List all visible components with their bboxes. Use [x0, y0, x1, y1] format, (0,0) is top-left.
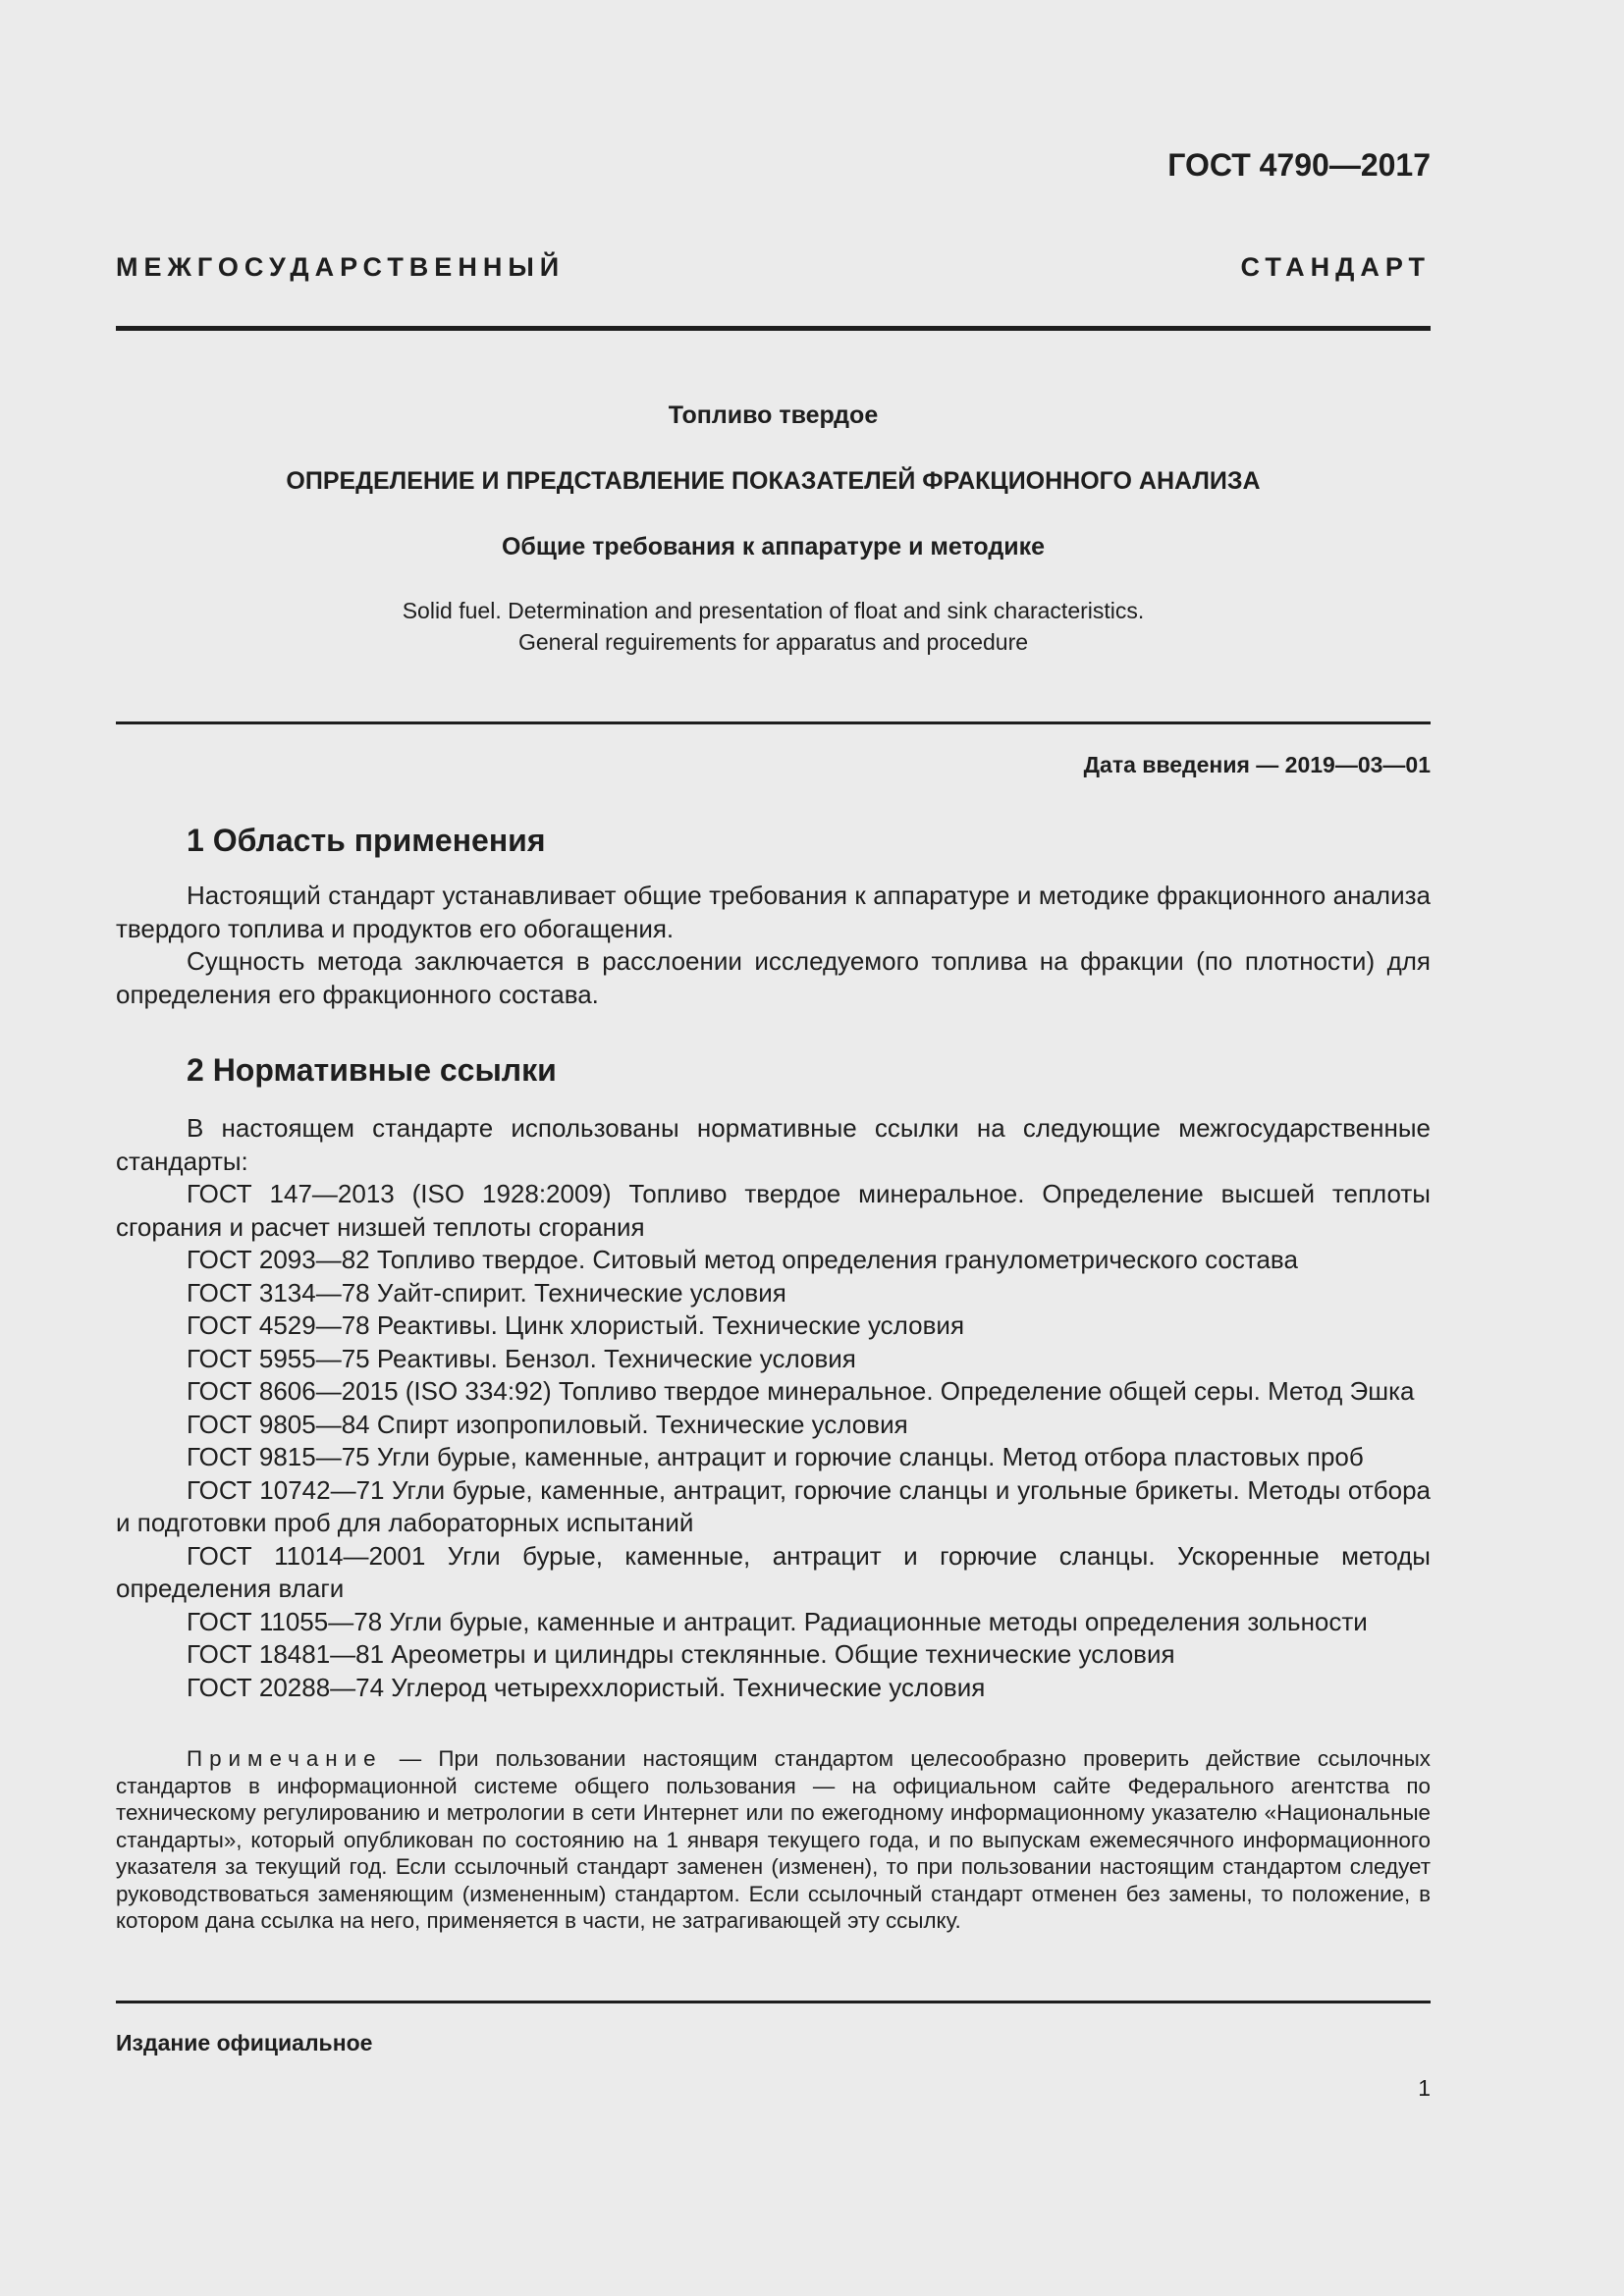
title-line-3: Общие требования к аппаратуре и методике [501, 533, 1046, 561]
reference-item: ГОСТ 9815—75 Угли бурые, каменные, антрацит и горючие сланцы. Метод отбора пластовых проб [187, 1442, 1364, 1471]
title-divider [116, 721, 1431, 724]
reference-item: ГОСТ 147—2013 (ISO 1928:2009) Топливо твердое минеральное. Определение высшей теплоты сгорания и расчет низшей теплоты сгорания [116, 1179, 1431, 1242]
reference-item: ГОСТ 11014—2001 Угли бурые, каменные, антрацит и горючие сланцы. Ускоренные методы определения влаги [116, 1540, 1431, 1603]
header-divider [116, 326, 1431, 331]
paragraph: Настоящий стандарт устанавливает общие требования к аппаратуре и методике фракционного анализа твердого топлива и продуктов его обогащения. [116, 881, 1431, 943]
note-text: — При пользовании настоящим стандартом целесообразно проверить действие ссылочных стандартов в информационной системе общего пользования — на официальном сайте Федерального агентства по техническому регулированию и метрологии в сети Интернет или по ежегодному информационному указателю «Национальные стандарты», который опубликован по состоянию на 1 января текущего года, и по выпускам ежемесячного информационного указателя за текущий год. Если ссылочный стандарт заменен (изменен), то при пользовании настоящим стандартом следует руководствоваться заменяющим (измененным) стандартом. Если ссылочный стандарт отменен без замены, то положение, в котором дана ссылка на него, применяется в части, не затрагивающей эту ссылку. [116, 1746, 1431, 1933]
section-2-body [116, 1112, 1431, 1704]
section-1-heading: 1 Область применения [187, 823, 546, 858]
reference-item: ГОСТ 18481—81 Ареометры и цилиндры стеклянные. Общие технические условия [187, 1639, 1175, 1669]
reference-item: ГОСТ 2093—82 Топливо твердое. Ситовый метод определения гранулометрического состава [187, 1245, 1298, 1274]
introduction-date: Дата введения — 2019—03—01 [1083, 752, 1431, 777]
reference-item: ГОСТ 4529—78 Реактивы. Цинк хлористый. Технические условия [187, 1310, 965, 1340]
document-code: ГОСТ 4790—2017 [1167, 147, 1431, 183]
footer-divider [116, 2001, 1431, 2003]
reference-item: ГОСТ 5955—75 Реактивы. Бензол. Технические условия [187, 1343, 856, 1373]
paragraph: В настоящем стандарте использованы нормативные ссылки на следующие межгосударственные стандарты: [116, 1113, 1431, 1176]
page-number: 1 [1418, 2075, 1431, 2101]
note-label: Примечание [187, 1746, 383, 1771]
reference-item: ГОСТ 10742—71 Угли бурые, каменные, антрацит, горючие сланцы и угольные брикеты. Методы отбора и подготовки проб для лабораторных испытаний [116, 1474, 1431, 1537]
reference-item: ГОСТ 9805—84 Спирт изопропиловый. Технические условия [187, 1409, 908, 1439]
reference-item: ГОСТ 20288—74 Углерод четыреххлористый. Технические условия [187, 1672, 986, 1702]
document-page [116, 0, 1431, 2296]
paragraph: Сущность метода заключается в расслоении исследуемого топлива на фракции (по плотности) для определения его фракционного состава. [116, 946, 1431, 1009]
reference-item: ГОСТ 3134—78 Уайт-спирит. Технические условия [187, 1277, 786, 1308]
section-1-body [116, 880, 1431, 1011]
section-2-heading: 2 Нормативные ссылки [187, 1052, 557, 1088]
reference-item: ГОСТ 8606—2015 (ISO 334:92) Топливо твердое минеральное. Определение общей серы. Метод Эшка [187, 1376, 1415, 1406]
standard-type-banner: МЕЖГОСУДАРСТВЕННЫЙ СТАНДАРТ [116, 252, 1431, 282]
title-line-1: Топливо твердое [668, 401, 879, 429]
title-line-2: ОПРЕДЕЛЕНИЕ И ПРЕДСТАВЛЕНИЕ ПОКАЗАТЕЛЕЙ ФРАКЦИОННОГО АНАЛИЗА [286, 467, 1261, 495]
english-title-line-1: Solid fuel. Determination and presentation of float and sink characteristics. [402, 598, 1145, 623]
official-edition-label: Издание официальное [116, 2030, 373, 2056]
english-title-line-2: General reguirements for apparatus and procedure [517, 629, 1029, 655]
note [116, 1745, 1431, 1935]
english-title [116, 595, 1431, 658]
reference-item: ГОСТ 11055—78 Угли бурые, каменные и антрацит. Радиационные методы определения зольности [187, 1606, 1368, 1636]
